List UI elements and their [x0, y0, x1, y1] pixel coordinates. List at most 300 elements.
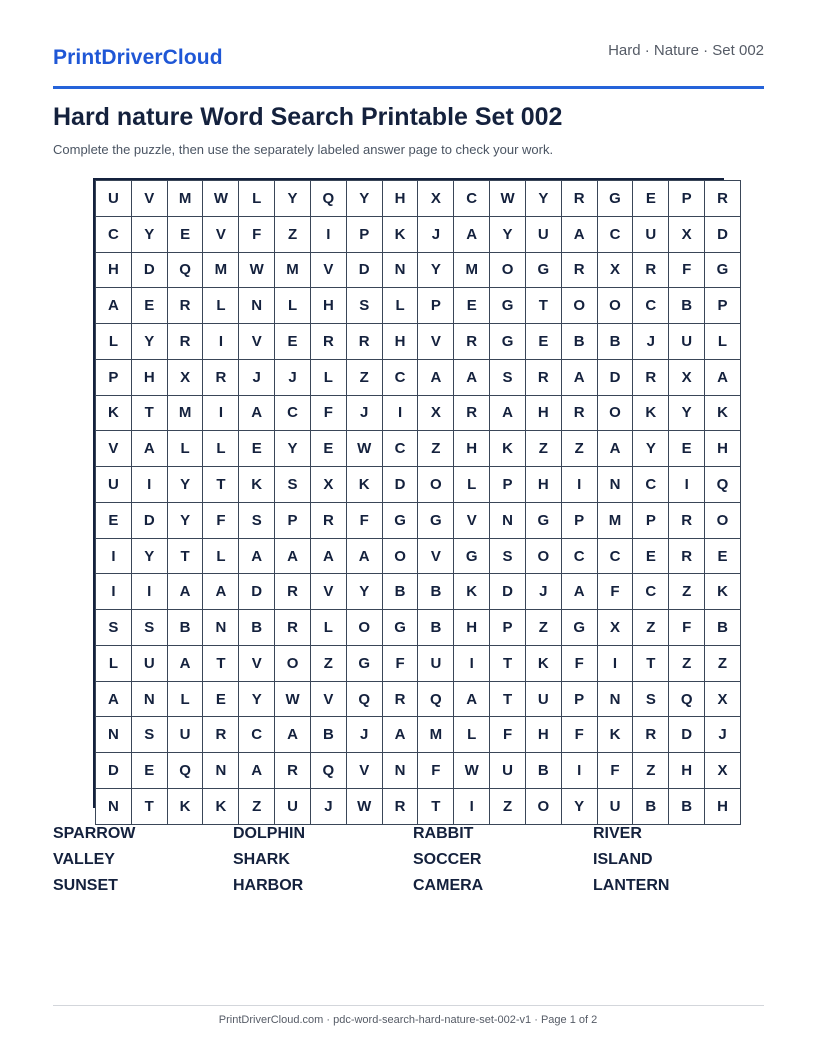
grid-cell[interactable]: K: [239, 467, 275, 503]
grid-cell[interactable]: F: [597, 753, 633, 789]
grid-cell[interactable]: L: [275, 288, 311, 324]
grid-cell[interactable]: U: [275, 789, 311, 825]
grid-cell[interactable]: U: [597, 789, 633, 825]
grid-cell[interactable]: L: [203, 288, 239, 324]
grid-cell[interactable]: T: [633, 645, 669, 681]
grid-cell[interactable]: S: [490, 538, 526, 574]
grid-cell[interactable]: G: [346, 645, 382, 681]
grid-cell[interactable]: D: [239, 574, 275, 610]
grid-cell[interactable]: X: [597, 252, 633, 288]
grid-cell[interactable]: D: [705, 216, 741, 252]
grid-cell[interactable]: F: [346, 502, 382, 538]
grid-cell[interactable]: V: [310, 252, 346, 288]
grid-cell[interactable]: R: [275, 574, 311, 610]
grid-cell[interactable]: L: [454, 467, 490, 503]
grid-cell[interactable]: K: [203, 789, 239, 825]
grid-cell[interactable]: Y: [346, 574, 382, 610]
grid-cell[interactable]: Q: [310, 181, 346, 217]
grid-cell[interactable]: I: [131, 467, 167, 503]
grid-cell[interactable]: C: [561, 538, 597, 574]
grid-cell[interactable]: R: [633, 252, 669, 288]
grid-cell[interactable]: V: [310, 574, 346, 610]
grid-cell[interactable]: A: [131, 431, 167, 467]
grid-cell[interactable]: U: [669, 324, 705, 360]
grid-cell[interactable]: L: [310, 359, 346, 395]
grid-cell[interactable]: V: [239, 324, 275, 360]
grid-cell[interactable]: L: [454, 717, 490, 753]
grid-cell[interactable]: E: [239, 431, 275, 467]
grid-cell[interactable]: C: [633, 288, 669, 324]
grid-cell[interactable]: G: [561, 610, 597, 646]
grid-cell[interactable]: D: [597, 359, 633, 395]
grid-cell[interactable]: R: [454, 395, 490, 431]
grid-cell[interactable]: O: [597, 288, 633, 324]
grid-cell[interactable]: O: [418, 467, 454, 503]
grid-cell[interactable]: K: [525, 645, 561, 681]
grid-cell[interactable]: Y: [131, 538, 167, 574]
grid-cell[interactable]: M: [454, 252, 490, 288]
grid-cell[interactable]: B: [705, 610, 741, 646]
grid-cell[interactable]: M: [275, 252, 311, 288]
grid-cell[interactable]: V: [203, 216, 239, 252]
grid-cell[interactable]: K: [346, 467, 382, 503]
grid-cell[interactable]: Z: [525, 610, 561, 646]
grid-cell[interactable]: Y: [131, 324, 167, 360]
grid-cell[interactable]: P: [633, 502, 669, 538]
grid-cell[interactable]: L: [167, 431, 203, 467]
grid-cell[interactable]: C: [454, 181, 490, 217]
grid-cell[interactable]: H: [454, 431, 490, 467]
grid-cell[interactable]: O: [490, 252, 526, 288]
grid-cell[interactable]: H: [382, 324, 418, 360]
grid-cell[interactable]: Z: [490, 789, 526, 825]
grid-cell[interactable]: U: [418, 645, 454, 681]
grid-cell[interactable]: V: [131, 181, 167, 217]
grid-cell[interactable]: C: [597, 538, 633, 574]
grid-cell[interactable]: T: [203, 467, 239, 503]
grid-cell[interactable]: D: [131, 502, 167, 538]
grid-cell[interactable]: J: [633, 324, 669, 360]
grid-cell[interactable]: R: [167, 324, 203, 360]
grid-cell[interactable]: Y: [167, 502, 203, 538]
grid-cell[interactable]: X: [597, 610, 633, 646]
grid-cell[interactable]: N: [490, 502, 526, 538]
grid-cell[interactable]: G: [382, 610, 418, 646]
grid-cell[interactable]: F: [561, 645, 597, 681]
grid-cell[interactable]: A: [203, 574, 239, 610]
grid-cell[interactable]: G: [597, 181, 633, 217]
grid-cell[interactable]: I: [96, 574, 132, 610]
grid-cell[interactable]: W: [203, 181, 239, 217]
grid-cell[interactable]: A: [418, 359, 454, 395]
grid-cell[interactable]: N: [96, 789, 132, 825]
grid-cell[interactable]: H: [96, 252, 132, 288]
grid-cell[interactable]: V: [96, 431, 132, 467]
grid-cell[interactable]: X: [669, 359, 705, 395]
grid-cell[interactable]: Z: [633, 610, 669, 646]
grid-cell[interactable]: Z: [669, 574, 705, 610]
grid-cell[interactable]: E: [310, 431, 346, 467]
grid-cell[interactable]: A: [561, 359, 597, 395]
grid-cell[interactable]: O: [346, 610, 382, 646]
grid-cell[interactable]: P: [669, 181, 705, 217]
grid-cell[interactable]: C: [633, 574, 669, 610]
grid-cell[interactable]: B: [633, 789, 669, 825]
grid-cell[interactable]: T: [131, 395, 167, 431]
grid-cell[interactable]: R: [382, 681, 418, 717]
grid-cell[interactable]: I: [203, 395, 239, 431]
grid-cell[interactable]: Y: [418, 252, 454, 288]
grid-cell[interactable]: J: [275, 359, 311, 395]
grid-cell[interactable]: D: [382, 467, 418, 503]
grid-cell[interactable]: A: [597, 431, 633, 467]
grid-cell[interactable]: Q: [310, 753, 346, 789]
grid-cell[interactable]: Y: [346, 181, 382, 217]
grid-cell[interactable]: X: [418, 395, 454, 431]
grid-cell[interactable]: R: [525, 359, 561, 395]
grid-cell[interactable]: O: [275, 645, 311, 681]
grid-cell[interactable]: R: [275, 610, 311, 646]
grid-cell[interactable]: P: [346, 216, 382, 252]
grid-cell[interactable]: G: [490, 324, 526, 360]
grid-cell[interactable]: A: [490, 395, 526, 431]
grid-cell[interactable]: Z: [669, 645, 705, 681]
grid-cell[interactable]: V: [346, 753, 382, 789]
grid-cell[interactable]: Z: [275, 216, 311, 252]
grid-cell[interactable]: A: [454, 359, 490, 395]
grid-cell[interactable]: E: [203, 681, 239, 717]
grid-cell[interactable]: A: [561, 574, 597, 610]
grid-cell[interactable]: I: [454, 645, 490, 681]
grid-cell[interactable]: I: [561, 753, 597, 789]
grid-cell[interactable]: B: [418, 574, 454, 610]
grid-cell[interactable]: U: [525, 681, 561, 717]
grid-cell[interactable]: R: [561, 395, 597, 431]
grid-cell[interactable]: C: [275, 395, 311, 431]
grid-cell[interactable]: E: [633, 181, 669, 217]
grid-cell[interactable]: H: [310, 288, 346, 324]
grid-cell[interactable]: V: [239, 645, 275, 681]
grid-cell[interactable]: P: [705, 288, 741, 324]
grid-cell[interactable]: T: [131, 789, 167, 825]
grid-cell[interactable]: E: [275, 324, 311, 360]
grid-cell[interactable]: L: [96, 645, 132, 681]
grid-cell[interactable]: Z: [346, 359, 382, 395]
grid-cell[interactable]: S: [239, 502, 275, 538]
grid-cell[interactable]: T: [490, 681, 526, 717]
grid-cell[interactable]: N: [382, 753, 418, 789]
grid-cell[interactable]: W: [275, 681, 311, 717]
grid-cell[interactable]: B: [561, 324, 597, 360]
grid-cell[interactable]: K: [705, 395, 741, 431]
grid-cell[interactable]: C: [382, 359, 418, 395]
grid-cell[interactable]: L: [203, 431, 239, 467]
grid-cell[interactable]: R: [454, 324, 490, 360]
grid-cell[interactable]: Y: [490, 216, 526, 252]
grid-cell[interactable]: K: [167, 789, 203, 825]
grid-cell[interactable]: P: [418, 288, 454, 324]
grid-cell[interactable]: V: [310, 681, 346, 717]
grid-cell[interactable]: K: [705, 574, 741, 610]
grid-cell[interactable]: H: [382, 181, 418, 217]
grid-cell[interactable]: J: [346, 717, 382, 753]
grid-cell[interactable]: G: [418, 502, 454, 538]
grid-cell[interactable]: R: [310, 324, 346, 360]
grid-cell[interactable]: Z: [418, 431, 454, 467]
grid-cell[interactable]: S: [131, 717, 167, 753]
grid-cell[interactable]: H: [669, 753, 705, 789]
grid-cell[interactable]: A: [239, 395, 275, 431]
grid-cell[interactable]: I: [561, 467, 597, 503]
grid-cell[interactable]: X: [418, 181, 454, 217]
grid-cell[interactable]: T: [490, 645, 526, 681]
grid-cell[interactable]: R: [203, 359, 239, 395]
grid-cell[interactable]: C: [382, 431, 418, 467]
grid-cell[interactable]: F: [669, 610, 705, 646]
grid-cell[interactable]: R: [382, 789, 418, 825]
grid-cell[interactable]: U: [525, 216, 561, 252]
grid-cell[interactable]: V: [418, 324, 454, 360]
grid-cell[interactable]: G: [454, 538, 490, 574]
grid-cell[interactable]: O: [561, 288, 597, 324]
grid-cell[interactable]: U: [633, 216, 669, 252]
grid-cell[interactable]: Y: [167, 467, 203, 503]
grid-cell[interactable]: R: [669, 502, 705, 538]
grid-cell[interactable]: Z: [633, 753, 669, 789]
grid-cell[interactable]: J: [346, 395, 382, 431]
grid-cell[interactable]: N: [382, 252, 418, 288]
grid-cell[interactable]: J: [418, 216, 454, 252]
grid-cell[interactable]: E: [454, 288, 490, 324]
grid-cell[interactable]: X: [310, 467, 346, 503]
grid-cell[interactable]: F: [561, 717, 597, 753]
grid-cell[interactable]: P: [96, 359, 132, 395]
grid-cell[interactable]: A: [454, 216, 490, 252]
grid-cell[interactable]: B: [167, 610, 203, 646]
grid-cell[interactable]: B: [418, 610, 454, 646]
grid-cell[interactable]: P: [490, 467, 526, 503]
grid-cell[interactable]: S: [490, 359, 526, 395]
grid-cell[interactable]: W: [346, 431, 382, 467]
grid-cell[interactable]: U: [96, 181, 132, 217]
grid-cell[interactable]: R: [561, 181, 597, 217]
grid-cell[interactable]: W: [239, 252, 275, 288]
grid-cell[interactable]: S: [96, 610, 132, 646]
grid-cell[interactable]: H: [705, 789, 741, 825]
grid-cell[interactable]: H: [525, 717, 561, 753]
grid-cell[interactable]: L: [382, 288, 418, 324]
grid-cell[interactable]: R: [669, 538, 705, 574]
grid-cell[interactable]: D: [669, 717, 705, 753]
grid-cell[interactable]: N: [597, 681, 633, 717]
grid-cell[interactable]: D: [346, 252, 382, 288]
grid-cell[interactable]: D: [131, 252, 167, 288]
grid-cell[interactable]: B: [310, 717, 346, 753]
grid-cell[interactable]: E: [167, 216, 203, 252]
grid-cell[interactable]: T: [418, 789, 454, 825]
grid-cell[interactable]: X: [705, 681, 741, 717]
grid-cell[interactable]: R: [705, 181, 741, 217]
grid-cell[interactable]: R: [167, 288, 203, 324]
grid-cell[interactable]: A: [239, 753, 275, 789]
grid-cell[interactable]: S: [346, 288, 382, 324]
grid-cell[interactable]: D: [490, 574, 526, 610]
grid-cell[interactable]: Y: [275, 181, 311, 217]
grid-cell[interactable]: F: [382, 645, 418, 681]
grid-cell[interactable]: O: [525, 789, 561, 825]
grid-cell[interactable]: F: [203, 502, 239, 538]
grid-cell[interactable]: K: [96, 395, 132, 431]
grid-cell[interactable]: Y: [275, 431, 311, 467]
grid-cell[interactable]: Z: [705, 645, 741, 681]
grid-cell[interactable]: A: [96, 288, 132, 324]
grid-cell[interactable]: H: [454, 610, 490, 646]
grid-cell[interactable]: P: [561, 681, 597, 717]
grid-cell[interactable]: X: [167, 359, 203, 395]
grid-cell[interactable]: E: [525, 324, 561, 360]
grid-cell[interactable]: B: [382, 574, 418, 610]
grid-cell[interactable]: H: [525, 395, 561, 431]
grid-cell[interactable]: I: [597, 645, 633, 681]
grid-cell[interactable]: Y: [633, 431, 669, 467]
grid-cell[interactable]: T: [525, 288, 561, 324]
grid-cell[interactable]: Q: [167, 252, 203, 288]
grid-cell[interactable]: F: [669, 252, 705, 288]
grid-cell[interactable]: U: [131, 645, 167, 681]
grid-cell[interactable]: G: [382, 502, 418, 538]
grid-cell[interactable]: G: [705, 252, 741, 288]
grid-cell[interactable]: L: [239, 181, 275, 217]
grid-cell[interactable]: U: [490, 753, 526, 789]
grid-cell[interactable]: B: [239, 610, 275, 646]
grid-cell[interactable]: I: [454, 789, 490, 825]
grid-cell[interactable]: L: [705, 324, 741, 360]
grid-cell[interactable]: M: [597, 502, 633, 538]
grid-cell[interactable]: N: [239, 288, 275, 324]
grid-cell[interactable]: P: [490, 610, 526, 646]
grid-cell[interactable]: L: [310, 610, 346, 646]
grid-cell[interactable]: Y: [525, 181, 561, 217]
grid-cell[interactable]: J: [310, 789, 346, 825]
grid-cell[interactable]: O: [382, 538, 418, 574]
grid-cell[interactable]: F: [418, 753, 454, 789]
grid-cell[interactable]: O: [705, 502, 741, 538]
grid-cell[interactable]: E: [669, 431, 705, 467]
grid-cell[interactable]: A: [239, 538, 275, 574]
grid-cell[interactable]: S: [633, 681, 669, 717]
grid-cell[interactable]: J: [525, 574, 561, 610]
grid-cell[interactable]: T: [167, 538, 203, 574]
grid-cell[interactable]: A: [382, 717, 418, 753]
grid-cell[interactable]: S: [131, 610, 167, 646]
grid-cell[interactable]: I: [310, 216, 346, 252]
grid-cell[interactable]: I: [669, 467, 705, 503]
grid-cell[interactable]: Z: [561, 431, 597, 467]
grid-cell[interactable]: G: [525, 502, 561, 538]
grid-cell[interactable]: B: [669, 288, 705, 324]
grid-cell[interactable]: Z: [525, 431, 561, 467]
grid-cell[interactable]: B: [669, 789, 705, 825]
grid-cell[interactable]: N: [96, 717, 132, 753]
grid-cell[interactable]: Z: [239, 789, 275, 825]
grid-cell[interactable]: B: [597, 324, 633, 360]
grid-cell[interactable]: K: [633, 395, 669, 431]
grid-cell[interactable]: E: [96, 502, 132, 538]
grid-cell[interactable]: K: [490, 431, 526, 467]
grid-cell[interactable]: I: [131, 574, 167, 610]
grid-cell[interactable]: A: [346, 538, 382, 574]
grid-cell[interactable]: L: [167, 681, 203, 717]
grid-cell[interactable]: E: [131, 288, 167, 324]
grid-cell[interactable]: H: [705, 431, 741, 467]
grid-cell[interactable]: A: [705, 359, 741, 395]
grid-cell[interactable]: A: [310, 538, 346, 574]
grid-cell[interactable]: V: [454, 502, 490, 538]
grid-cell[interactable]: N: [597, 467, 633, 503]
grid-cell[interactable]: H: [131, 359, 167, 395]
grid-cell[interactable]: F: [490, 717, 526, 753]
grid-cell[interactable]: A: [275, 538, 311, 574]
grid-cell[interactable]: A: [167, 574, 203, 610]
grid-cell[interactable]: R: [310, 502, 346, 538]
grid-cell[interactable]: K: [382, 216, 418, 252]
grid-cell[interactable]: Y: [131, 216, 167, 252]
grid-cell[interactable]: Q: [418, 681, 454, 717]
grid-cell[interactable]: W: [454, 753, 490, 789]
grid-cell[interactable]: P: [275, 502, 311, 538]
grid-cell[interactable]: R: [275, 753, 311, 789]
grid-cell[interactable]: G: [490, 288, 526, 324]
grid-cell[interactable]: Y: [561, 789, 597, 825]
grid-cell[interactable]: B: [525, 753, 561, 789]
grid-cell[interactable]: M: [203, 252, 239, 288]
grid-cell[interactable]: E: [131, 753, 167, 789]
grid-cell[interactable]: I: [96, 538, 132, 574]
grid-cell[interactable]: D: [96, 753, 132, 789]
grid-cell[interactable]: A: [275, 717, 311, 753]
grid-cell[interactable]: F: [310, 395, 346, 431]
grid-cell[interactable]: K: [454, 574, 490, 610]
grid-cell[interactable]: A: [454, 681, 490, 717]
grid-cell[interactable]: N: [203, 610, 239, 646]
grid-cell[interactable]: O: [597, 395, 633, 431]
grid-cell[interactable]: U: [167, 717, 203, 753]
grid-cell[interactable]: U: [96, 467, 132, 503]
grid-cell[interactable]: X: [669, 216, 705, 252]
grid-cell[interactable]: M: [418, 717, 454, 753]
grid-cell[interactable]: Y: [669, 395, 705, 431]
grid-cell[interactable]: E: [633, 538, 669, 574]
grid-cell[interactable]: I: [203, 324, 239, 360]
grid-cell[interactable]: Q: [705, 467, 741, 503]
grid-cell[interactable]: F: [597, 574, 633, 610]
grid-cell[interactable]: R: [203, 717, 239, 753]
grid-cell[interactable]: C: [239, 717, 275, 753]
grid-cell[interactable]: I: [382, 395, 418, 431]
grid-cell[interactable]: X: [705, 753, 741, 789]
grid-cell[interactable]: Q: [346, 681, 382, 717]
grid-cell[interactable]: S: [275, 467, 311, 503]
grid-cell[interactable]: G: [525, 252, 561, 288]
grid-cell[interactable]: V: [418, 538, 454, 574]
grid-cell[interactable]: L: [203, 538, 239, 574]
grid-cell[interactable]: L: [96, 324, 132, 360]
grid-cell[interactable]: W: [490, 181, 526, 217]
grid-cell[interactable]: R: [633, 717, 669, 753]
grid-cell[interactable]: P: [561, 502, 597, 538]
grid-cell[interactable]: R: [346, 324, 382, 360]
grid-cell[interactable]: Q: [669, 681, 705, 717]
